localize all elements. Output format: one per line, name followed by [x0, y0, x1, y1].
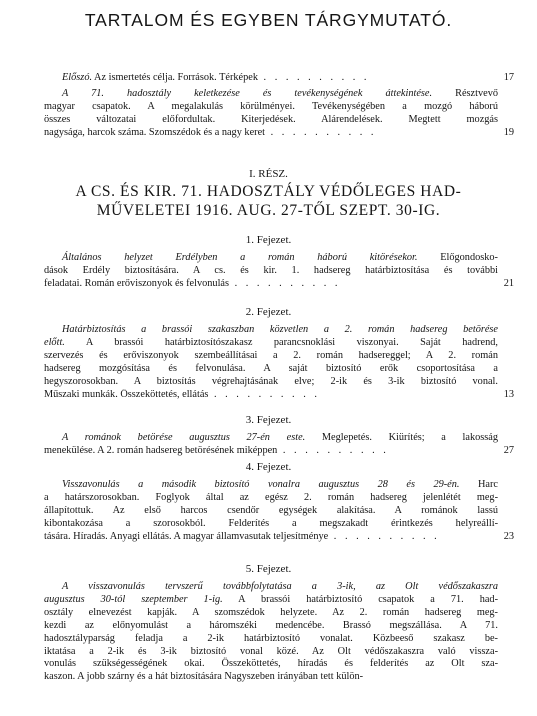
dot-leader: . . . . . . . . . . [277, 444, 389, 456]
entry-text: Előgondosko- [417, 252, 498, 263]
part-title-line-1: A CS. ÉS KIR. 71. HADOSZTÁLY VÉDŐLEGES HAD- [75, 183, 462, 200]
entry-text: Harc [459, 479, 498, 490]
entry-text: kezdi az előnyomulást a háromszéki medencébe. Brassó megszállása. A 71. [44, 619, 498, 631]
page-number: 27 [503, 444, 514, 456]
page-number: 23 [503, 530, 514, 542]
dot-leader: . . . . . . . . . . [257, 72, 370, 83]
entry-text: iktatása a 2-ik és 3-ik biztosító vonal közé. Az Olt védőszakaszra való vissza- [44, 645, 498, 657]
entry-text: Résztvevő [432, 88, 498, 99]
entry-line [44, 252, 514, 265]
entry-line [44, 607, 514, 620]
entry-line [44, 658, 514, 671]
entry-line [44, 671, 514, 684]
entry-text: nagysága, harcok száma. Szomszédok és a nagy keret [44, 126, 266, 138]
entry-heading: A 71. hadosztály keletkezése és tevékenységének áttekintése. [62, 88, 433, 99]
entry-line [44, 505, 514, 518]
entry-text: hegyszorosokban. A biztosítás végrehajtásának elve; 2-ik és 3-ik biztosító vonal. [44, 375, 498, 387]
chapter-label: 3. Fejezet. [245, 414, 292, 426]
entry-line [44, 531, 514, 544]
entry-text: osztály elnevezést kapják. A szomszédok helyzete. Az 2. román hadsereg meg- [44, 606, 498, 618]
chapter-label: 1. Fejezet. [245, 234, 292, 246]
page-number: 17 [503, 72, 514, 83]
chapter-entry [44, 581, 514, 684]
entry-text: dások Erdély biztosítására. A cs. és kir. 1. hadsereg határbiztosítása és további [44, 264, 498, 276]
entry-heading: előtt. [44, 336, 65, 348]
dot-leader: . . . . . . . . . . [229, 277, 341, 289]
part-title-line-2: MŰVELETEI 1916. AUG. 27-TŐL SZEPT. 30-IG. [96, 202, 441, 219]
entry-line [44, 581, 514, 594]
entry-line [44, 646, 514, 659]
entry-heading: Visszavonulás a második biztosító vonalra augusztus 28 és 29-én. [62, 479, 460, 490]
entry-line [44, 324, 514, 337]
entry-line [44, 278, 514, 291]
entry-line [44, 518, 514, 531]
entry-line [44, 432, 514, 445]
entry-text: hadosztályparság feladja a 2-ik határbiztosító vonalat. Közbeeső szakasz be- [44, 632, 498, 644]
page-number: 19 [503, 126, 514, 138]
entry-text: állapítottuk. Az első harcos csendőr egységek alakítása. A románok lassú [44, 504, 498, 516]
entry-line [44, 594, 514, 607]
entry-heading: augusztus 30-tól szeptember 1-ig. [44, 593, 223, 605]
entry-text: feladatai. Román erőviszonyok és felvonulás [44, 277, 230, 289]
entry-text: vonulás szükségességének okai. Összeköttetés, híradás és felderítés az Olt sza- [44, 658, 498, 670]
entry-text: hadsereg mozgósítása és felvonulása. A saját biztosító erők csoportosítása a [44, 362, 498, 374]
entry-text: szervezés és erőviszonyok szembeállításai a 2. román hadsereggel; A 2. román [44, 349, 498, 361]
entry-heading: Határbiztosítás a brassói szakaszban közvetlen a 2. román hadsereg betörése [62, 324, 498, 335]
entry-line [44, 265, 514, 278]
entry-line [44, 620, 514, 633]
entry-text: A brassói határbiztosítószakasz parancsnoklási viszonyai. Saját hadrend, [64, 336, 498, 348]
entry-line [44, 479, 514, 492]
intro-entry [44, 88, 514, 140]
entry-text: Meglepetés. Kiürítés; a lakosság [305, 432, 498, 443]
chapter-label: 4. Fejezet. [245, 461, 292, 473]
entry-text: Az ismertetés célja. Források. Térképek [92, 72, 258, 83]
entry-line [44, 101, 514, 114]
page-number: 21 [503, 277, 514, 289]
entry-line [44, 127, 514, 140]
chapter-label: 2. Fejezet. [245, 306, 292, 318]
entry-text: kibontakozása a szorosokból. Felderítés a megszakadt érintkezés helyreállí- [44, 517, 498, 529]
dot-leader: . . . . . . . . . . [208, 388, 320, 400]
entry-heading: A visszavonulás tervszerű továbbfolytatása a 3-ik, az Olt védőszakaszra [62, 581, 498, 592]
entry-text: A brassói határbiztosító csapatok a 71. had- [222, 593, 499, 605]
entry-line [44, 445, 514, 458]
entry-text: összes változatai előfordultak. Kiterjedések. Alárendelések. Megtett mozgás [44, 113, 498, 125]
entry-text: magyar csapatok. A megalakulás körülményei. Tevékenységében a mozgó háború [44, 100, 498, 112]
chapter-entry [44, 252, 514, 291]
entry-line [44, 114, 514, 127]
entry-line [44, 363, 514, 376]
entry-line [44, 389, 514, 402]
entry-text: Műszaki munkák. Összeköttetés, ellátás [44, 388, 209, 400]
entry-line [44, 492, 514, 505]
entry-line [44, 633, 514, 646]
entry-text: menekülése. A 2. román hadsereg betörésének miképpen [44, 444, 278, 456]
page-number: 13 [503, 388, 514, 400]
entry-line [44, 337, 514, 350]
dot-leader: . . . . . . . . . . [265, 126, 377, 138]
chapter-entry [44, 432, 514, 458]
entry-heading: Általános helyzet Erdélyben a román háború kitörésekor. [62, 252, 418, 263]
chapter-label: 5. Fejezet. [245, 563, 292, 575]
entry-text: kaszon. A jobb szárny és a hát biztosítására Nagyszeben irányában tett külön- [44, 671, 364, 683]
entry-line [44, 72, 514, 85]
intro-entry [44, 72, 514, 85]
part-label: I. RÉSZ. [249, 168, 288, 180]
page-title: TARTALOM ÉS EGYBEN TÁRGYMUTATÓ. [84, 10, 453, 30]
entry-heading: A románok betörése augusztus 27-én este. [62, 432, 306, 443]
entry-line [44, 350, 514, 363]
entry-heading: Előszó. [62, 72, 93, 83]
chapter-entry [44, 324, 514, 401]
dot-leader: . . . . . . . . . . [328, 530, 440, 542]
entry-text: tására. Híradás. Anyagi ellátás. A magyar államvasutak teljesítménye [44, 530, 329, 542]
entry-line [44, 88, 514, 101]
entry-line [44, 376, 514, 389]
entry-text: a határszorosokban. Foglyok által az egész 2. román hadsereg jelenlétét meg- [44, 491, 498, 503]
chapter-entry [44, 479, 514, 544]
